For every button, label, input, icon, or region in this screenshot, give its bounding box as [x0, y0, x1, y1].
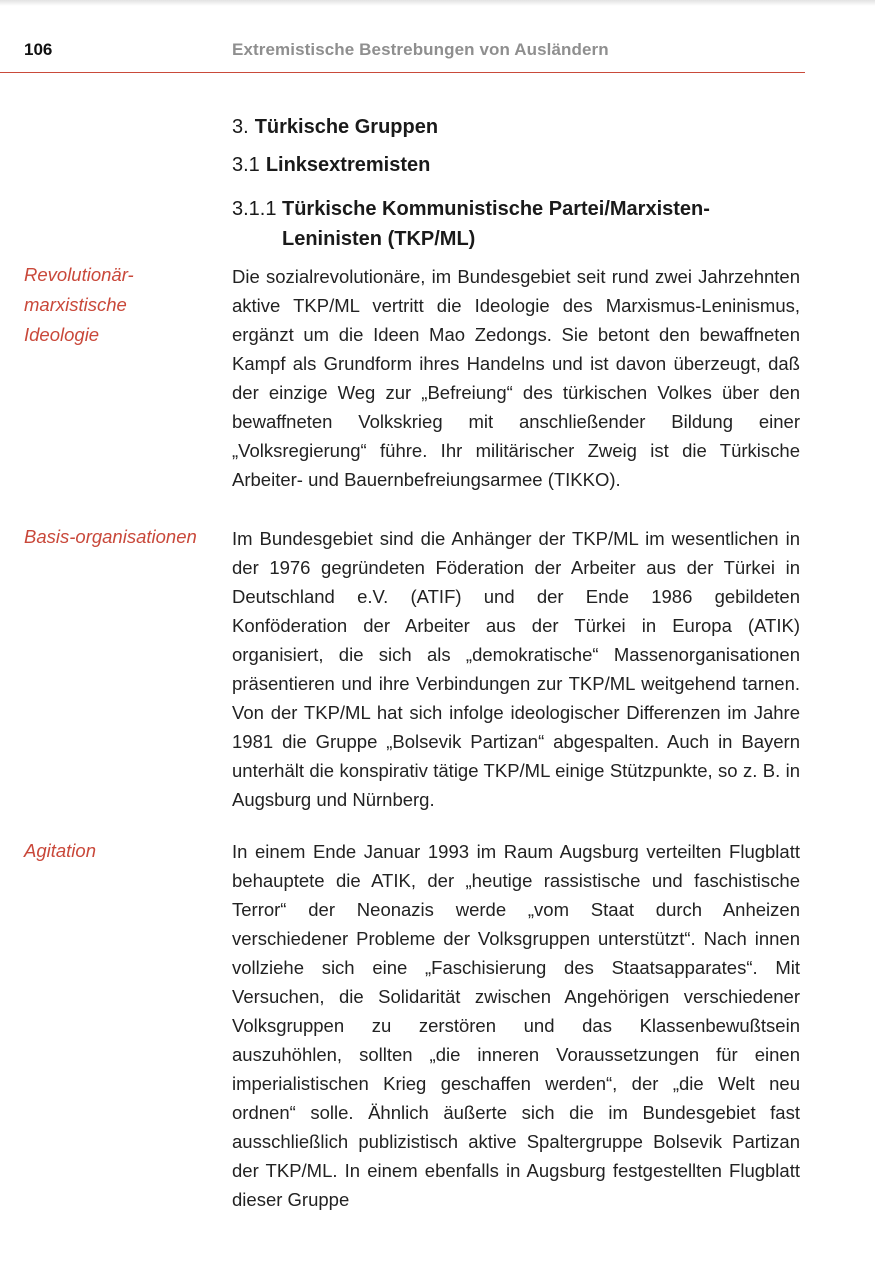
margin-note-agitation: Agitation: [24, 840, 96, 861]
page-top-shade: [0, 0, 875, 6]
margin-note-base-organizations: Basis-organisationen: [24, 526, 197, 547]
section-title: Türkische Gruppen: [254, 116, 439, 138]
subsection-heading: [232, 150, 430, 180]
page-number: 106: [24, 40, 53, 59]
subsection-title: Linksextremisten: [265, 154, 431, 176]
header-rule: [0, 72, 805, 73]
margin-note-ideology: Revolutionär-marxistische Ideologie: [24, 264, 134, 345]
subsubsection-title: Türkische Kommunistische Partei/Marxisten-Leninisten (TKP/ML): [282, 198, 710, 250]
paragraph-base-organizations: Im Bundesgebiet sind die Anhänger der TKP/ML im wesentlichen in der 1976 gegründeten Föderation der Arbeiter aus der Türkei in Deutschland e.V. (ATIF) und der Ende 1986 gebildeten Konföderation der Arbeiter aus der Türkei in Europa (ATIK) organisiert, die sich als „demokratische“ Massenorganisationen präsentieren und ihre Verbindungen zur TKP/ML weitgehend tarnen. Von der TKP/ML hat sich infolge ideologischer Differenzen im Jahre 1981 die Gruppe „Bolsevik Partizan“ abgespalten. Auch in Bayern unterhält die konspirativ tätige TKP/ML einige Stützpunkte, so z. B. in Augsburg und Nürnberg.: [232, 528, 800, 810]
paragraph-ideology: Die sozialrevolutionäre, im Bundesgebiet seit rund zwei Jahrzehnten aktive TKP/ML vertritt die Ideologie des Marxismus-Leninismus, ergänzt um die Ideen Mao Zedongs. Sie betont den bewaffneten Kampf als Grundform ihres Handelns und ist davon überzeugt, daß der einzige Weg zur „Befreiung“ des türkischen Volkes über den bewaffneten Volkskrieg mit anschließender Bildung einer „Volksregierung“ führe. Ihr militärischer Zweig ist die Türkische Arbeiter- und Bauernbefreiungsarmee (TIKKO).: [232, 266, 800, 490]
paragraph-agitation: In einem Ende Januar 1993 im Raum Augsburg verteilten Flugblatt behauptete die ATIK, der „heutige rassistische und faschistische Terror“ der Neonazis werde „vom Staat durch Anheizen verschiedener Probleme der Volksgruppen unterstützt“. Nach innen vollziehe sich eine „Faschisierung des Staatsapparates“. Mit Versuchen, die Solidarität zwischen Angehörigen verschiedener Volksgruppen zu zerstören und das Klassenbewußtsein auszuhöhlen, sollten „die inneren Voraussetzungen für einen imperialistischen Krieg geschaffen werden“, der „die Welt neu ordnen“ solle. Ähnlich äußerte sich die im Bundesgebiet fast ausschließlich publizistisch aktive Spaltergruppe Bolsevik Partizan der TKP/ML. In einem ebenfalls in Augsburg festgestellten Flugblatt dieser Gruppe: [232, 841, 800, 1210]
subsubsection-heading: [232, 194, 792, 254]
subsubsection-number: 3.1.1: [232, 198, 277, 220]
running-title: Extremistische Bestrebungen von Ausländern: [232, 40, 609, 59]
section-number: 3.: [232, 116, 249, 138]
subsection-number: 3.1: [232, 154, 260, 176]
section-heading: [232, 112, 438, 142]
